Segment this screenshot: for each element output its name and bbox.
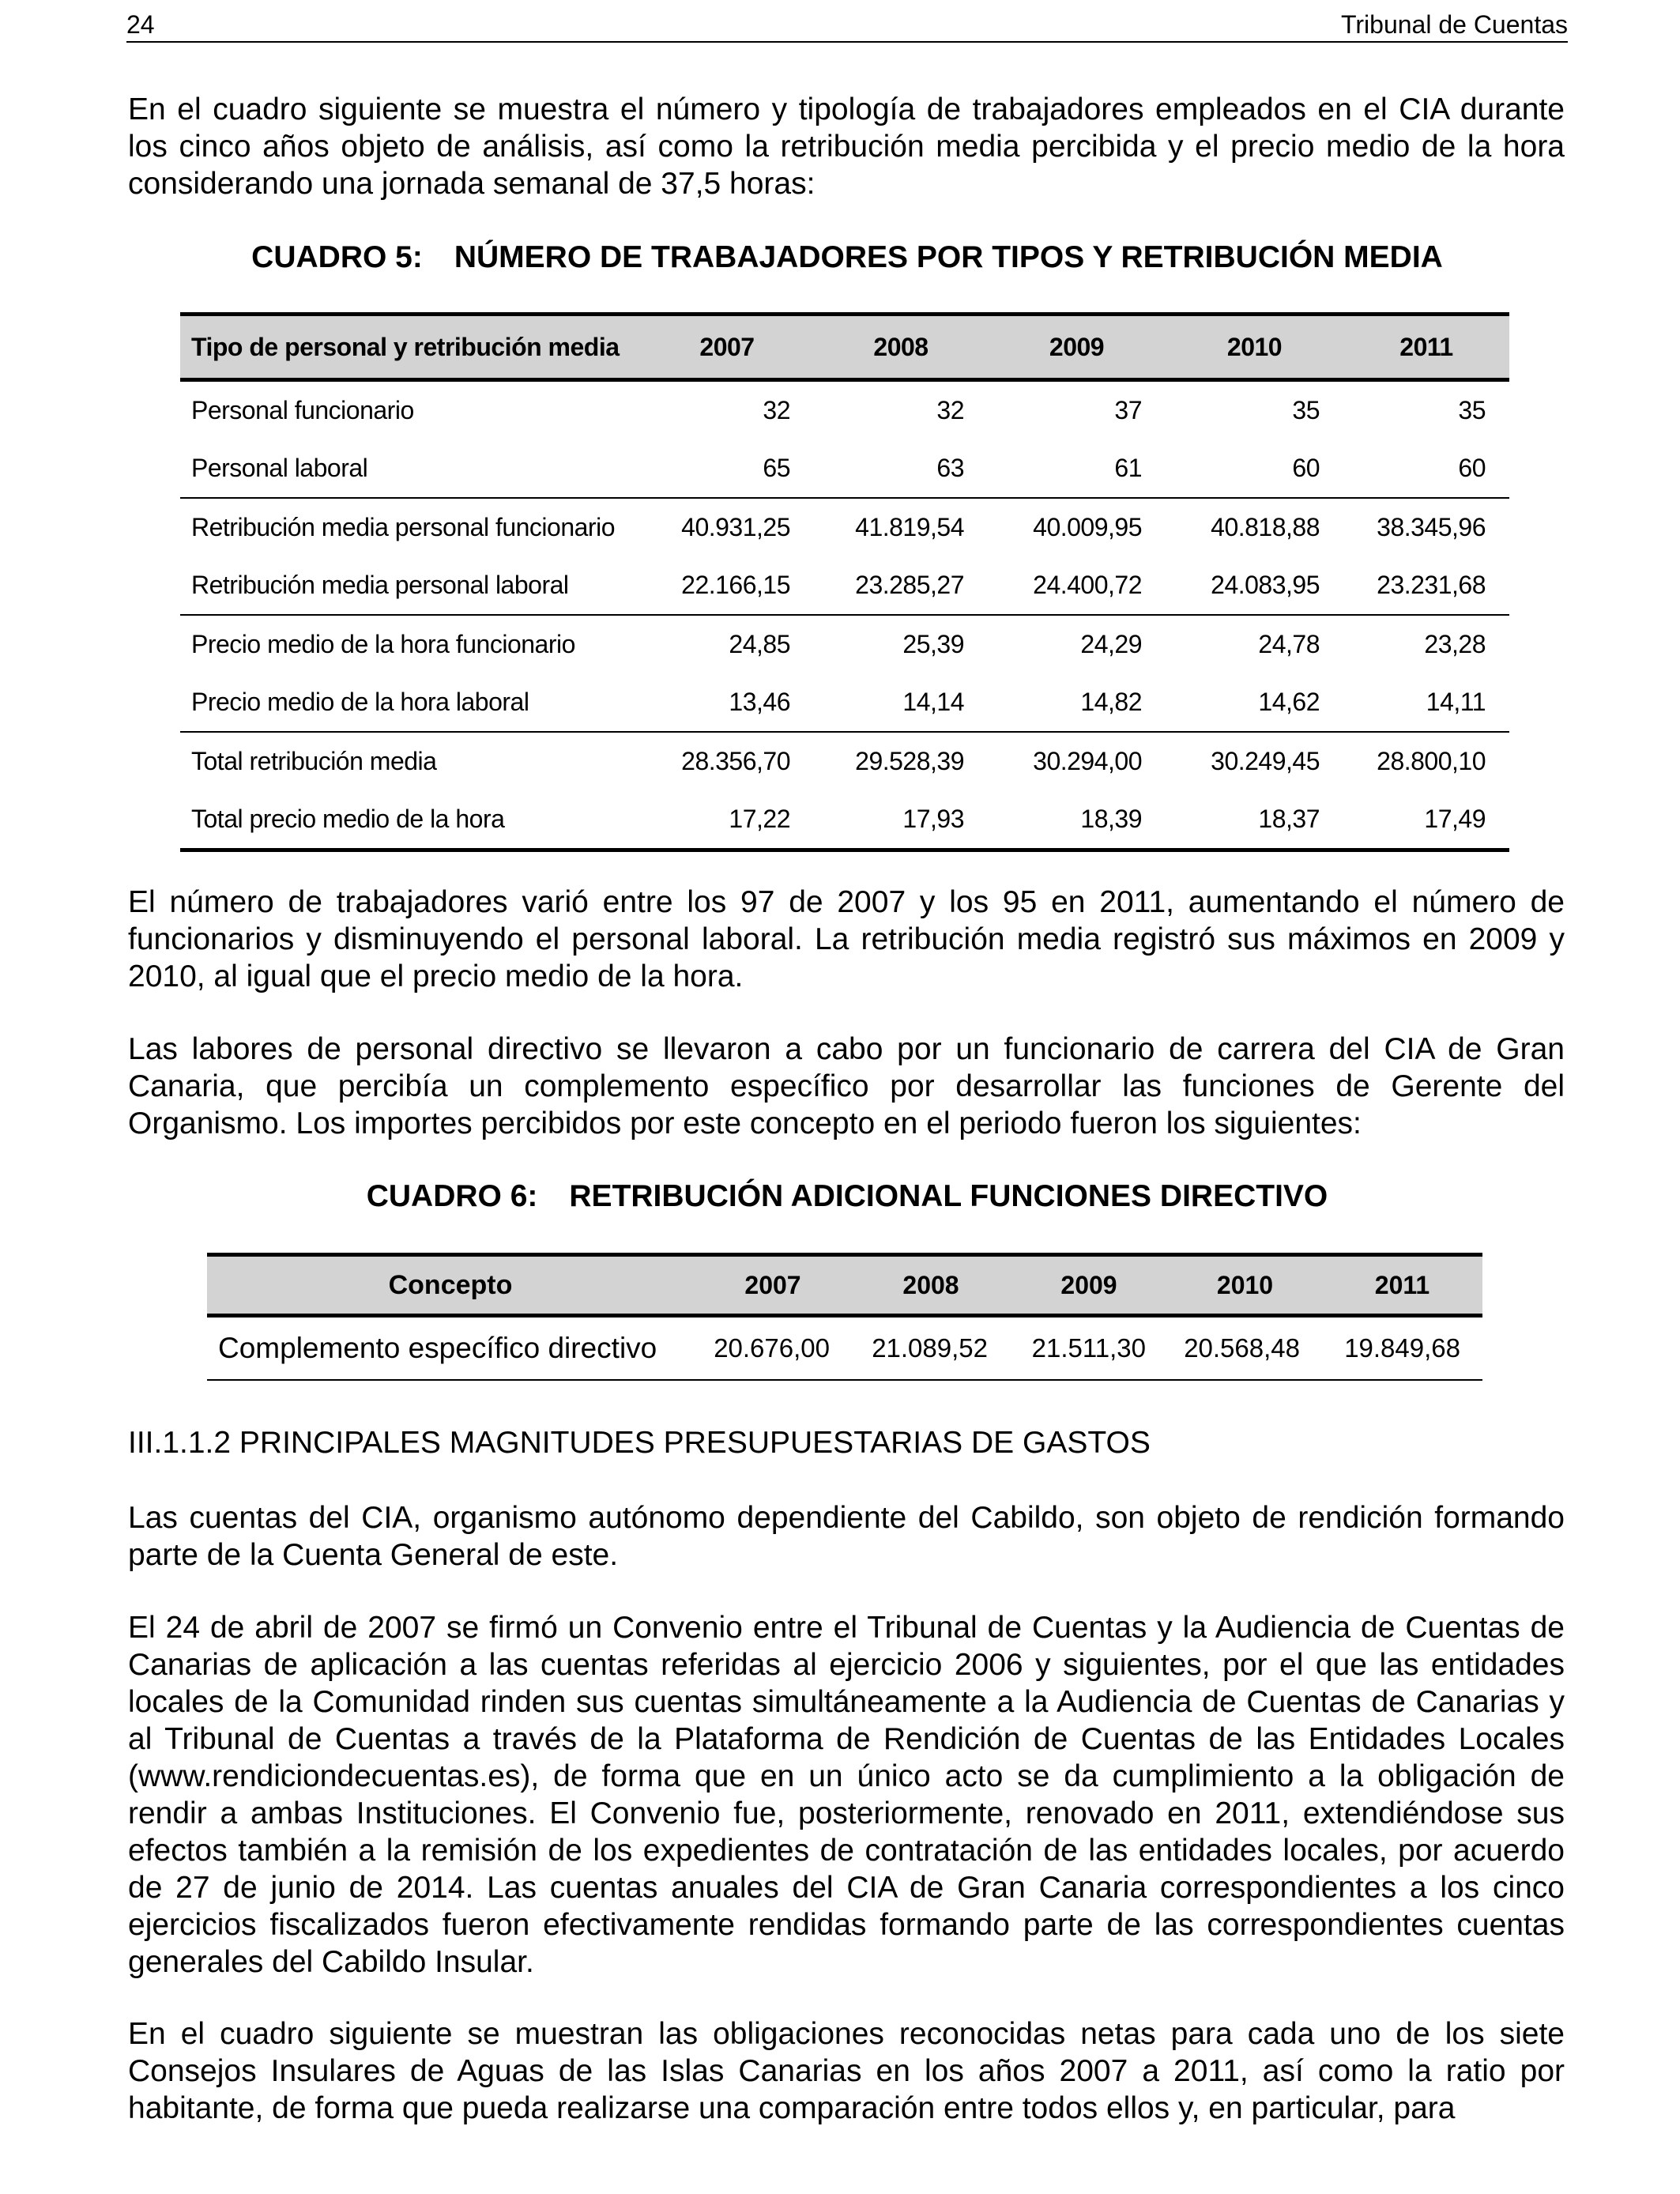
cell-value: 24.083,95 (1166, 556, 1343, 615)
column-header: 2011 (1343, 315, 1509, 380)
cell-value: 21.511,30 (1010, 1316, 1168, 1381)
cell-value: 17,93 (814, 790, 988, 850)
paragraph-convenio: El 24 de abril de 2007 se firmó un Convenio entre el Tribunal de Cuentas y la Audiencia de Cuentas de Canarias de aplicación a las cuentas referidas al ejercicio 2006 y siguientes, por el que las entidades locales de la Comunidad rinden sus cuentas simultáneamente a la Audiencia de Cuentas de Canarias y al Tribunal de Cuentas a través de la Plataforma de Rendición de Cuentas de las Entidades Locales (www.rendiciondecuentas.es), de forma que en un único acto se da cumplimiento a la obligación de rendir a ambas Instituciones. El Convenio fue, posteriormente, renovado en 2011, extendiéndose sus efectos también a la remisión de los expedientes de contratación de las entidades locales, por acuerdo de 27 de junio de 2014. Las cuentas anuales del CIA de Gran Canaria correspondientes a los cinco ejercicios fiscalizados fueron efectivamente rendidas formando parte de las correspondientes cuentas generales del Cabildo Insular. (128, 1611, 1565, 1979)
cuadro5-heading: NÚMERO DE TRABAJADORES POR TIPOS Y RETRIBUCIÓN MEDIA (454, 240, 1443, 274)
row-label: Retribución media personal funcionario (191, 513, 615, 541)
column-header: 2011 (1322, 1255, 1482, 1316)
cell-value: 40.009,95 (1033, 513, 1142, 541)
cell-value: 23.285,27 (814, 556, 988, 615)
cell-value: 63 (814, 439, 988, 498)
row-label: Precio medio de la hora funcionario (191, 630, 575, 658)
table-row (180, 673, 1509, 732)
cell-value: 28.356,70 (681, 747, 790, 775)
cuadro6-title (126, 1178, 1568, 1216)
header-organization: Tribunal de Cuentas (1341, 10, 1568, 39)
cell-value: 18,39 (988, 790, 1166, 850)
cell-value: 20.676,00 (694, 1316, 852, 1381)
cell-value: 41.819,54 (855, 513, 964, 541)
paragraph-final: En el cuadro siguiente se muestran las obligaciones reconocidas netas para cada uno de los siete Consejos Insulares de Aguas de las Islas Canarias en los años 2007 a 2011, así como la ratio por habitante, de forma que pueda realizarse una comparación entre todos ellos y, en particular, para (128, 2017, 1565, 2125)
table-row (180, 556, 1509, 615)
cell-value: 37 (1114, 396, 1142, 424)
cell-value: 14,62 (1166, 673, 1343, 732)
cell-value: 60 (1166, 439, 1343, 498)
table-row (207, 1316, 1482, 1381)
cell-value: 14,14 (814, 673, 988, 732)
cell-value: 28.800,10 (1377, 747, 1486, 775)
paragraph-cuentas: Las cuentas del CIA, organismo autónomo dependiente del Cabildo, son objeto de rendición formando parte de la Cuenta General de este. (128, 1501, 1565, 1572)
cell-value: 13,46 (640, 673, 814, 732)
cell-value: 40.818,88 (1211, 513, 1320, 541)
column-header: 2007 (694, 1255, 852, 1316)
table-row (180, 380, 1509, 440)
column-header: 2008 (852, 1255, 1010, 1316)
cell-value: 30.249,45 (1211, 747, 1320, 775)
cell-value: 61 (988, 439, 1166, 498)
intro-paragraph: En el cuadro siguiente se muestra el número y tipología de trabajadores empleados en el CIA durante los cinco años objeto de análisis, así como la retribución media percibida y el precio medio de la hora considerando una jornada semanal de 37,5 horas: (128, 92, 1565, 201)
cell-value: 35 (1458, 396, 1486, 424)
cell-value: 60 (1343, 439, 1509, 498)
cuadro6-label: CUADRO 6: (366, 1179, 538, 1213)
column-header: Concepto (207, 1255, 694, 1316)
cuadro5-label: CUADRO 5: (251, 240, 423, 274)
column-header: 2010 (1168, 1255, 1322, 1316)
row-label: Total precio medio de la hora (180, 790, 640, 850)
table-row (180, 615, 1509, 673)
row-label: Retribución media personal laboral (180, 556, 640, 615)
cell-value: 17,49 (1343, 790, 1509, 850)
cell-value: 20.568,48 (1168, 1316, 1322, 1381)
section-heading: III.1.1.2 PRINCIPALES MAGNITUDES PRESUPUESTARIAS DE GASTOS (128, 1426, 1151, 1460)
paragraph-trabajadores: El número de trabajadores varió entre los 97 de 2007 y los 95 en 2011, aumentando el número de funcionarios y disminuyendo el personal laboral. La retribución media registró sus máximos en 2009 y 2010, al igual que el precio medio de la hora. (128, 885, 1565, 993)
cell-value: 32 (936, 396, 964, 424)
table-header-row (180, 315, 1509, 380)
cell-value: 38.345,96 (1377, 513, 1486, 541)
table-row (180, 498, 1509, 556)
page-header (126, 9, 1568, 43)
cuadro5-title (126, 239, 1568, 277)
cuadro6-heading: RETRIBUCIÓN ADICIONAL FUNCIONES DIRECTIVO (569, 1179, 1328, 1213)
row-label: Complemento específico directivo (207, 1316, 694, 1381)
cell-value: 23,28 (1424, 630, 1486, 658)
cell-value: 21.089,52 (852, 1316, 1010, 1381)
cell-value: 35 (1292, 396, 1320, 424)
column-header: 2007 (640, 315, 814, 380)
cell-value: 29.528,39 (855, 747, 964, 775)
column-header: 2010 (1166, 315, 1343, 380)
cell-value: 24,78 (1258, 630, 1320, 658)
cell-value: 24,29 (1080, 630, 1142, 658)
column-header: 2009 (988, 315, 1166, 380)
cell-value: 40.931,25 (681, 513, 790, 541)
table-row (180, 439, 1509, 498)
column-header: 2009 (1010, 1255, 1168, 1316)
table-row (180, 790, 1509, 850)
cell-value: 22.166,15 (640, 556, 814, 615)
cell-value: 65 (640, 439, 814, 498)
cell-value: 14,11 (1343, 673, 1509, 732)
table-row (180, 732, 1509, 790)
row-label: Personal laboral (180, 439, 640, 498)
row-label: Total retribución media (191, 747, 437, 775)
cell-value: 18,37 (1166, 790, 1343, 850)
row-label: Personal funcionario (191, 396, 414, 424)
cell-value: 17,22 (640, 790, 814, 850)
cell-value: 25,39 (902, 630, 964, 658)
column-header: 2008 (814, 315, 988, 380)
row-label: Precio medio de la hora laboral (180, 673, 640, 732)
cell-value: 24.400,72 (988, 556, 1166, 615)
cell-value: 32 (763, 396, 790, 424)
column-header: Tipo de personal y retribución media (180, 315, 640, 380)
cell-value: 14,82 (988, 673, 1166, 732)
cell-value: 30.294,00 (1033, 747, 1142, 775)
cell-value: 23.231,68 (1343, 556, 1509, 615)
cell-value: 19.849,68 (1322, 1316, 1482, 1381)
cell-value: 24,85 (729, 630, 790, 658)
table-header-row (207, 1255, 1482, 1316)
paragraph-directivo: Las labores de personal directivo se llevaron a cabo por un funcionario de carrera del CIA de Gran Canaria, que percibía un complemento específico por desarrollar las funciones de Gerente del Organismo. Los importes percibidos por este concepto en el periodo fueron los siguientes: (128, 1032, 1565, 1140)
page-number: 24 (126, 10, 155, 39)
cuadro5-table (180, 312, 1509, 852)
cuadro6-table (207, 1253, 1482, 1381)
